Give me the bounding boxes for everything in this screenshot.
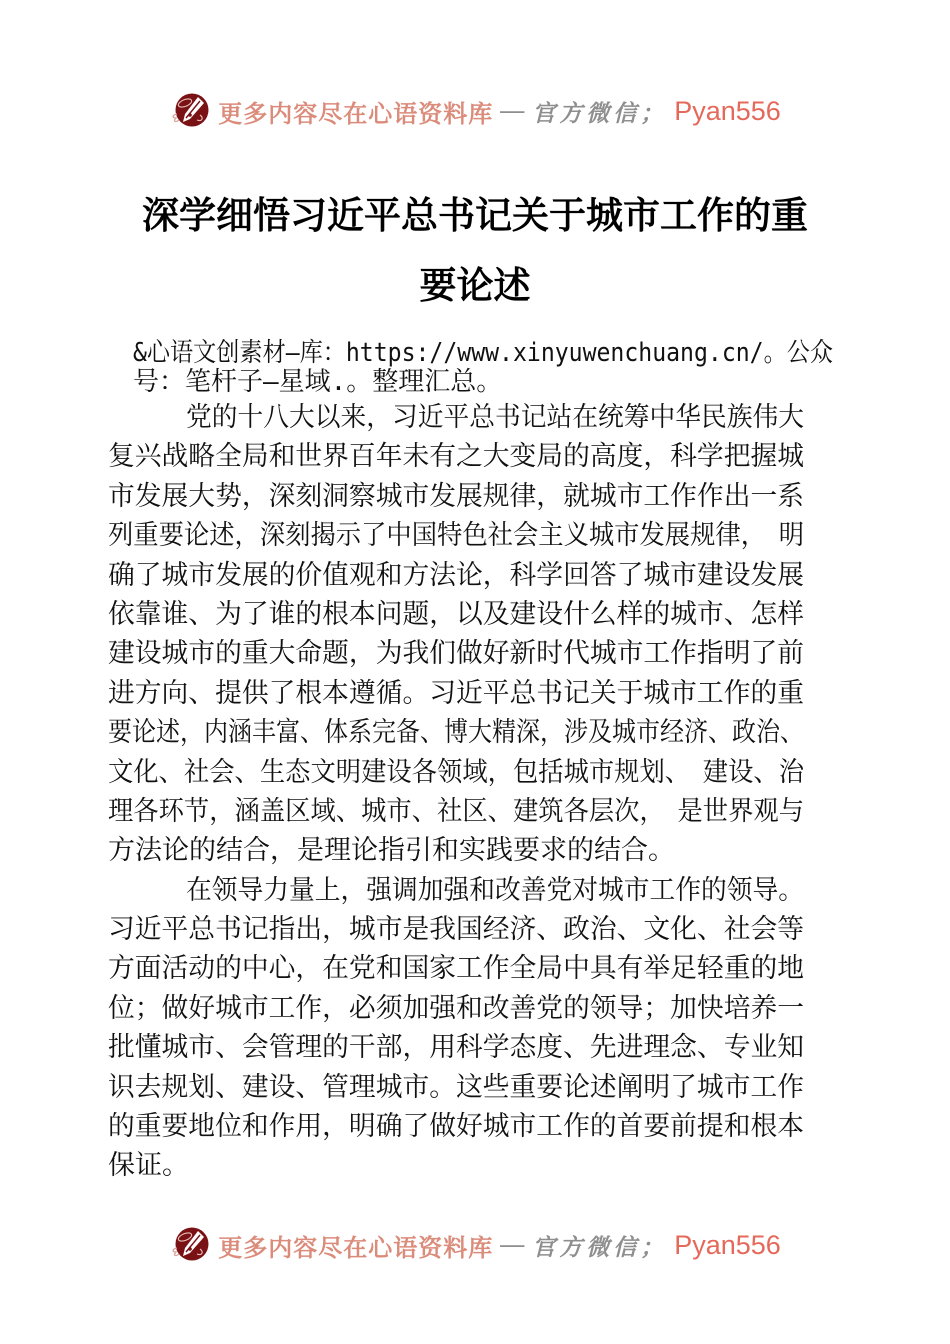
body-line: 复兴战略全局和世界百年未有之大变局的高度，科学把握城 <box>108 441 804 472</box>
pen-nib-logo-icon <box>169 1224 211 1266</box>
body-line: 理各环节，涵盖区域、城市、社区、建筑各层次， 是世界观与 <box>108 795 804 826</box>
body-line: 建设城市的重大命题，为我们做好新时代城市工作指明了前 <box>108 638 804 669</box>
body-line: 依靠谁、为了谁的根本问题，以及建设什么样的城市、怎样 <box>108 598 804 629</box>
document-body <box>108 398 804 1186</box>
body-line: 方面活动的中心，在党和国家工作全局中具有举足轻重的地 <box>108 953 804 984</box>
page-title-line-2: 要论述 <box>419 266 531 307</box>
wechat-label: 官方微信； <box>532 1234 668 1260</box>
body-line: 位；做好城市工作，必须加强和改善党的领导；加快培养一 <box>108 992 804 1023</box>
wechat-id: Pyan556 <box>674 95 781 126</box>
source-attribution <box>133 339 833 397</box>
body-line: 市发展大势，深刻洞察城市发展规律，就城市工作作出一系 <box>108 480 804 511</box>
page-title-line-1: 深学细悟习近平总书记关于城市工作的重 <box>142 196 808 237</box>
header-banner <box>0 90 950 132</box>
separator-dash: — <box>500 97 526 124</box>
wechat-id: Pyan556 <box>674 1229 781 1260</box>
body-line: 党的十八大以来，习近平总书记站在统筹中华民族伟大 <box>186 402 804 432</box>
wechat-label: 官方微信； <box>532 100 668 126</box>
body-line: 方法论的结合，是理论指引和实践要求的结合。 <box>108 835 675 866</box>
pen-nib-logo-icon <box>169 90 211 132</box>
brand-text: 更多内容尽在心语资料库 <box>218 1235 494 1262</box>
page-title <box>0 182 950 322</box>
brand-text: 更多内容尽在心语资料库 <box>218 101 494 128</box>
body-line: 在领导力量上，强调加强和改善党对城市工作的领导。 <box>186 874 804 905</box>
body-line: 批懂城市、会管理的干部，用科学态度、先进理念、专业知 <box>108 1032 804 1063</box>
source-line: &心语文创素材—库：https://www.xinyuwenchuang.cn/。公众 <box>133 338 833 368</box>
body-line: 保证。 <box>108 1150 189 1181</box>
body-line: 习近平总书记指出，城市是我国经济、政治、文化、社会等 <box>108 914 804 945</box>
body-line: 识去规划、建设、管理城市。这些重要论述阐明了城市工作 <box>108 1071 804 1102</box>
body-line: 文化、社会、生态文明建设各领域，包括城市规划、 建设、治 <box>108 756 804 787</box>
footer-banner <box>0 1224 950 1266</box>
body-line: 确了城市发展的价值观和方法论，科学回答了城市建设发展 <box>108 559 804 590</box>
body-line: 的重要地位和作用，明确了做好城市工作的首要前提和根本 <box>108 1111 804 1142</box>
source-line: 号：笔杆子—星域.。整理汇总。 <box>133 367 503 397</box>
separator-dash: — <box>500 1231 526 1258</box>
body-line: 进方向、提供了根本遵循。习近平总书记关于城市工作的重 <box>108 677 804 708</box>
body-line: 列重要论述，深刻揭示了中国特色社会主义城市发展规律， 明 <box>108 520 804 551</box>
body-line: 要论述，内涵丰富、体系完备、博大精深，涉及城市经济、政治、 <box>108 717 804 748</box>
